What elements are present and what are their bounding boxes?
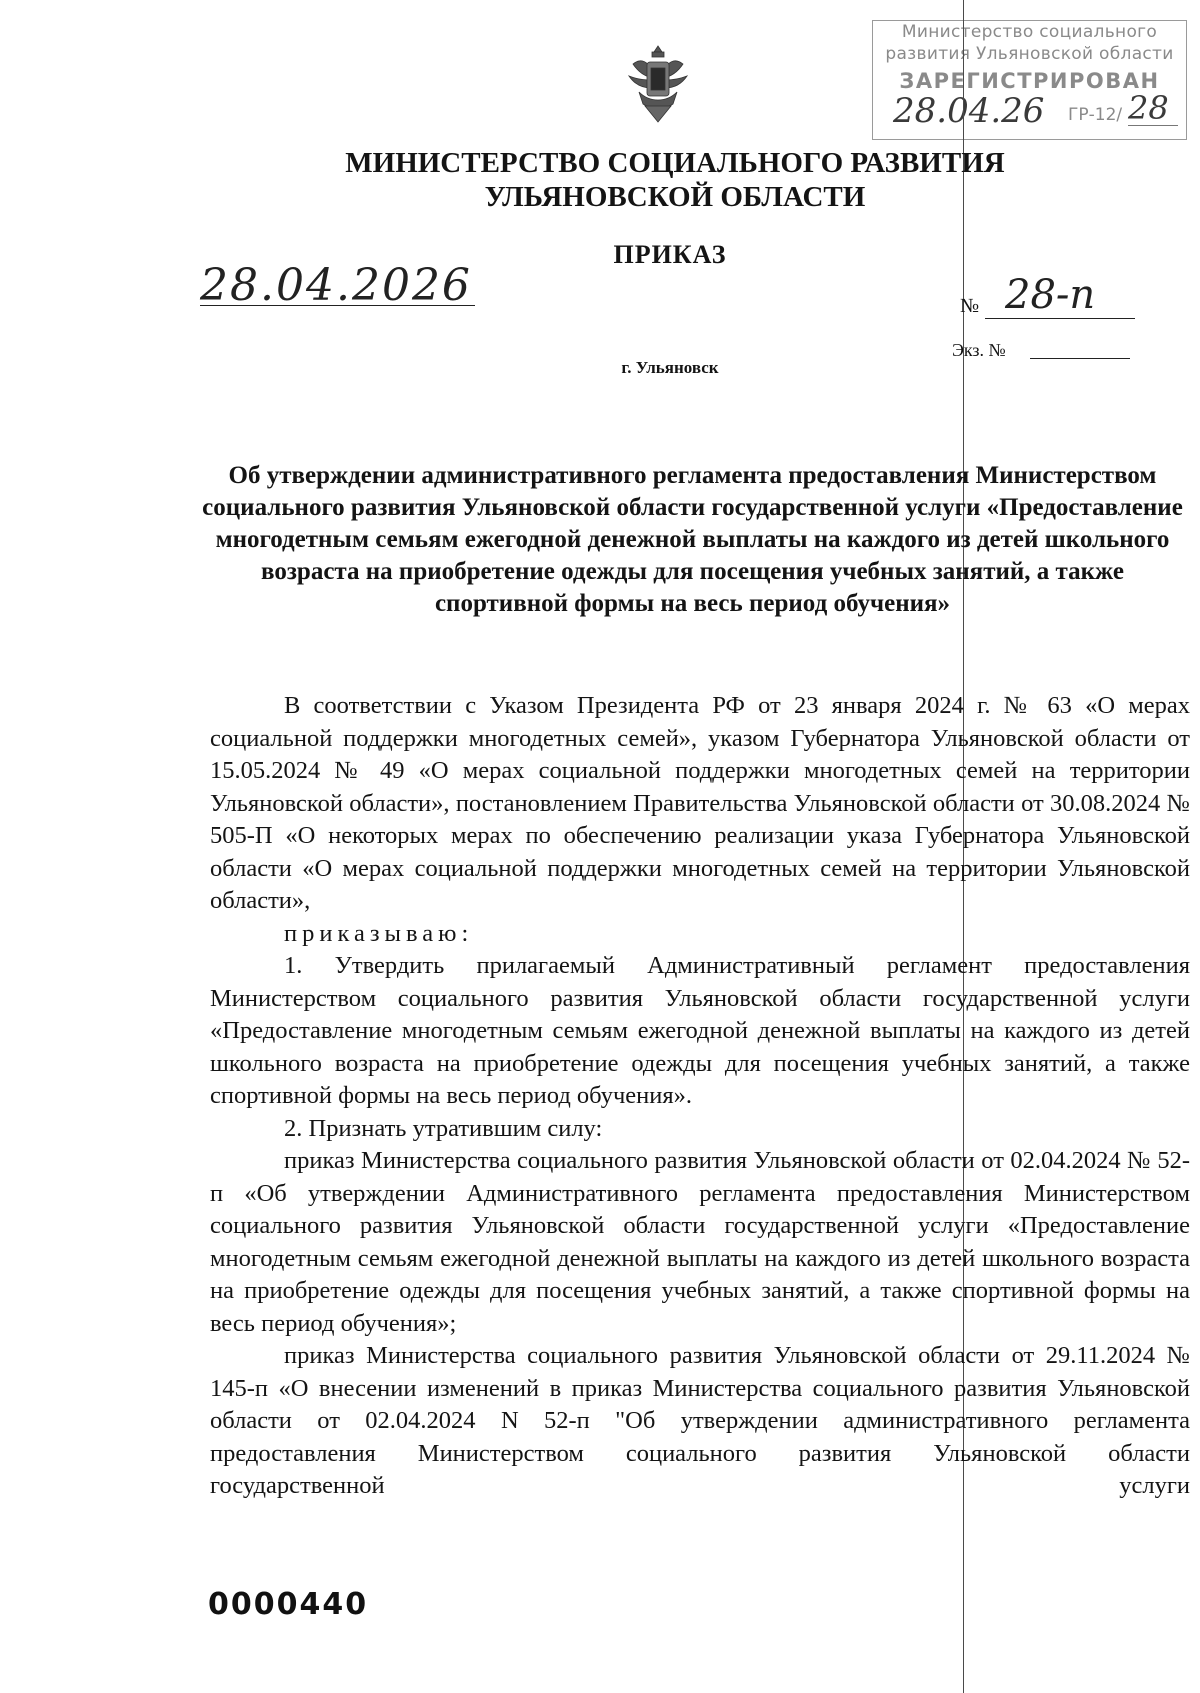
paragraph-repealed-order-1: приказ Министерства социального развития Ульяновской области от 02.04.2024 № 52-п «Об утверждении Административного регламента предоставления Министерством социального развития Ульяновской области государственной услуги «Предоставление многодетным семьям ежегодной денежной выплаты на каждого из детей школьного возраста на приобретение одежды для посещения учебных занятий, а также спортивной формы на весь период обучения»; bbox=[210, 1147, 1190, 1337]
paragraph-item-1: 1. Утвердить прилагаемый Административный регламент предоставления Министерством социального развития Ульяновской области государственной услуги «Предоставление многодетным семьям ежегодной денежной выплаты на каждого из детей школьного возраста на приобретение одежды для посещения учебных занятий, а также спортивной формы на весь период обучения». bbox=[210, 952, 1190, 1109]
handwritten-number: 28-п bbox=[1005, 272, 1096, 318]
document-body bbox=[210, 690, 1190, 1503]
stamp-line-1: Министерство социального bbox=[901, 22, 1158, 42]
ministry-name-line-2: УЛЬЯНОВСКОЙ ОБЛАСТИ bbox=[484, 181, 866, 213]
stamp-line-2: развития Ульяновской области bbox=[885, 44, 1174, 64]
number-underline bbox=[985, 318, 1135, 319]
paragraph-item-2: 2. Признать утратившим силу: bbox=[284, 1114, 603, 1142]
handwritten-date: 28.04.2026 bbox=[200, 260, 472, 311]
stamp-registered-label: ЗАРЕГИСТРИРОВАН bbox=[899, 69, 1160, 93]
paragraph-repealed-order-2: приказ Министерства социального развития Ульяновской области от 29.11.2024 № 145-п «О внесении изменений в приказ Министерства социального развития Ульяновской области от 02.04.2024 N 52-п "Об утверждении административного регламента предоставления Министерством социального развития Ульяновской области государственной услуги bbox=[210, 1342, 1190, 1499]
document-type: ПРИКАЗ bbox=[613, 240, 727, 269]
ministry-name-line-1: МИНИСТЕРСТВО СОЦИАЛЬНОГО РАЗВИТИЯ bbox=[345, 147, 1005, 179]
document-serial-code: 0000440 bbox=[208, 1587, 369, 1622]
registration-stamp bbox=[872, 20, 1187, 140]
document-title: Об утверждении административного регламента предоставления Министерством социального развития Ульяновской области государственной услуги «Предоставление многодетным семьям ежегодной денежной выплаты на каждого из детей школьного возраста на приобретение одежды для посещения учебных занятий, а также спортивной формы на весь период обучения» bbox=[202, 462, 1183, 617]
stamp-date: 28.04.26 bbox=[893, 91, 1045, 131]
paragraph-preamble: В соответствии с Указом Президента РФ от 23 января 2024 г. № 63 «О мерах социальной поддержки многодетных семей», указом Губернатора Ульяновской области от 15.05.2024 № 49 «О мерах социальной поддержки многодетных семей на территории Ульяновской области», постановлением Правительства Ульяновской области от 30.08.2024 № 505-П «О некоторых мерах по обеспечению реализации указа Губернатора Ульяновской области «О мерах социальной поддержки многодетных семей на территории Ульяновской области», bbox=[210, 692, 1190, 914]
copy-number-label: Экз. № bbox=[952, 340, 1006, 360]
city: г. Ульяновск bbox=[621, 358, 719, 377]
paragraph-order-word: приказываю: bbox=[284, 919, 474, 947]
number-label: № bbox=[960, 295, 980, 317]
coat-of-arms-icon bbox=[625, 42, 691, 126]
stamp-gr-number: 28 bbox=[1128, 89, 1169, 127]
date-underline bbox=[200, 305, 475, 306]
stamp-gr-prefix: ГР-12/ bbox=[1068, 105, 1123, 125]
